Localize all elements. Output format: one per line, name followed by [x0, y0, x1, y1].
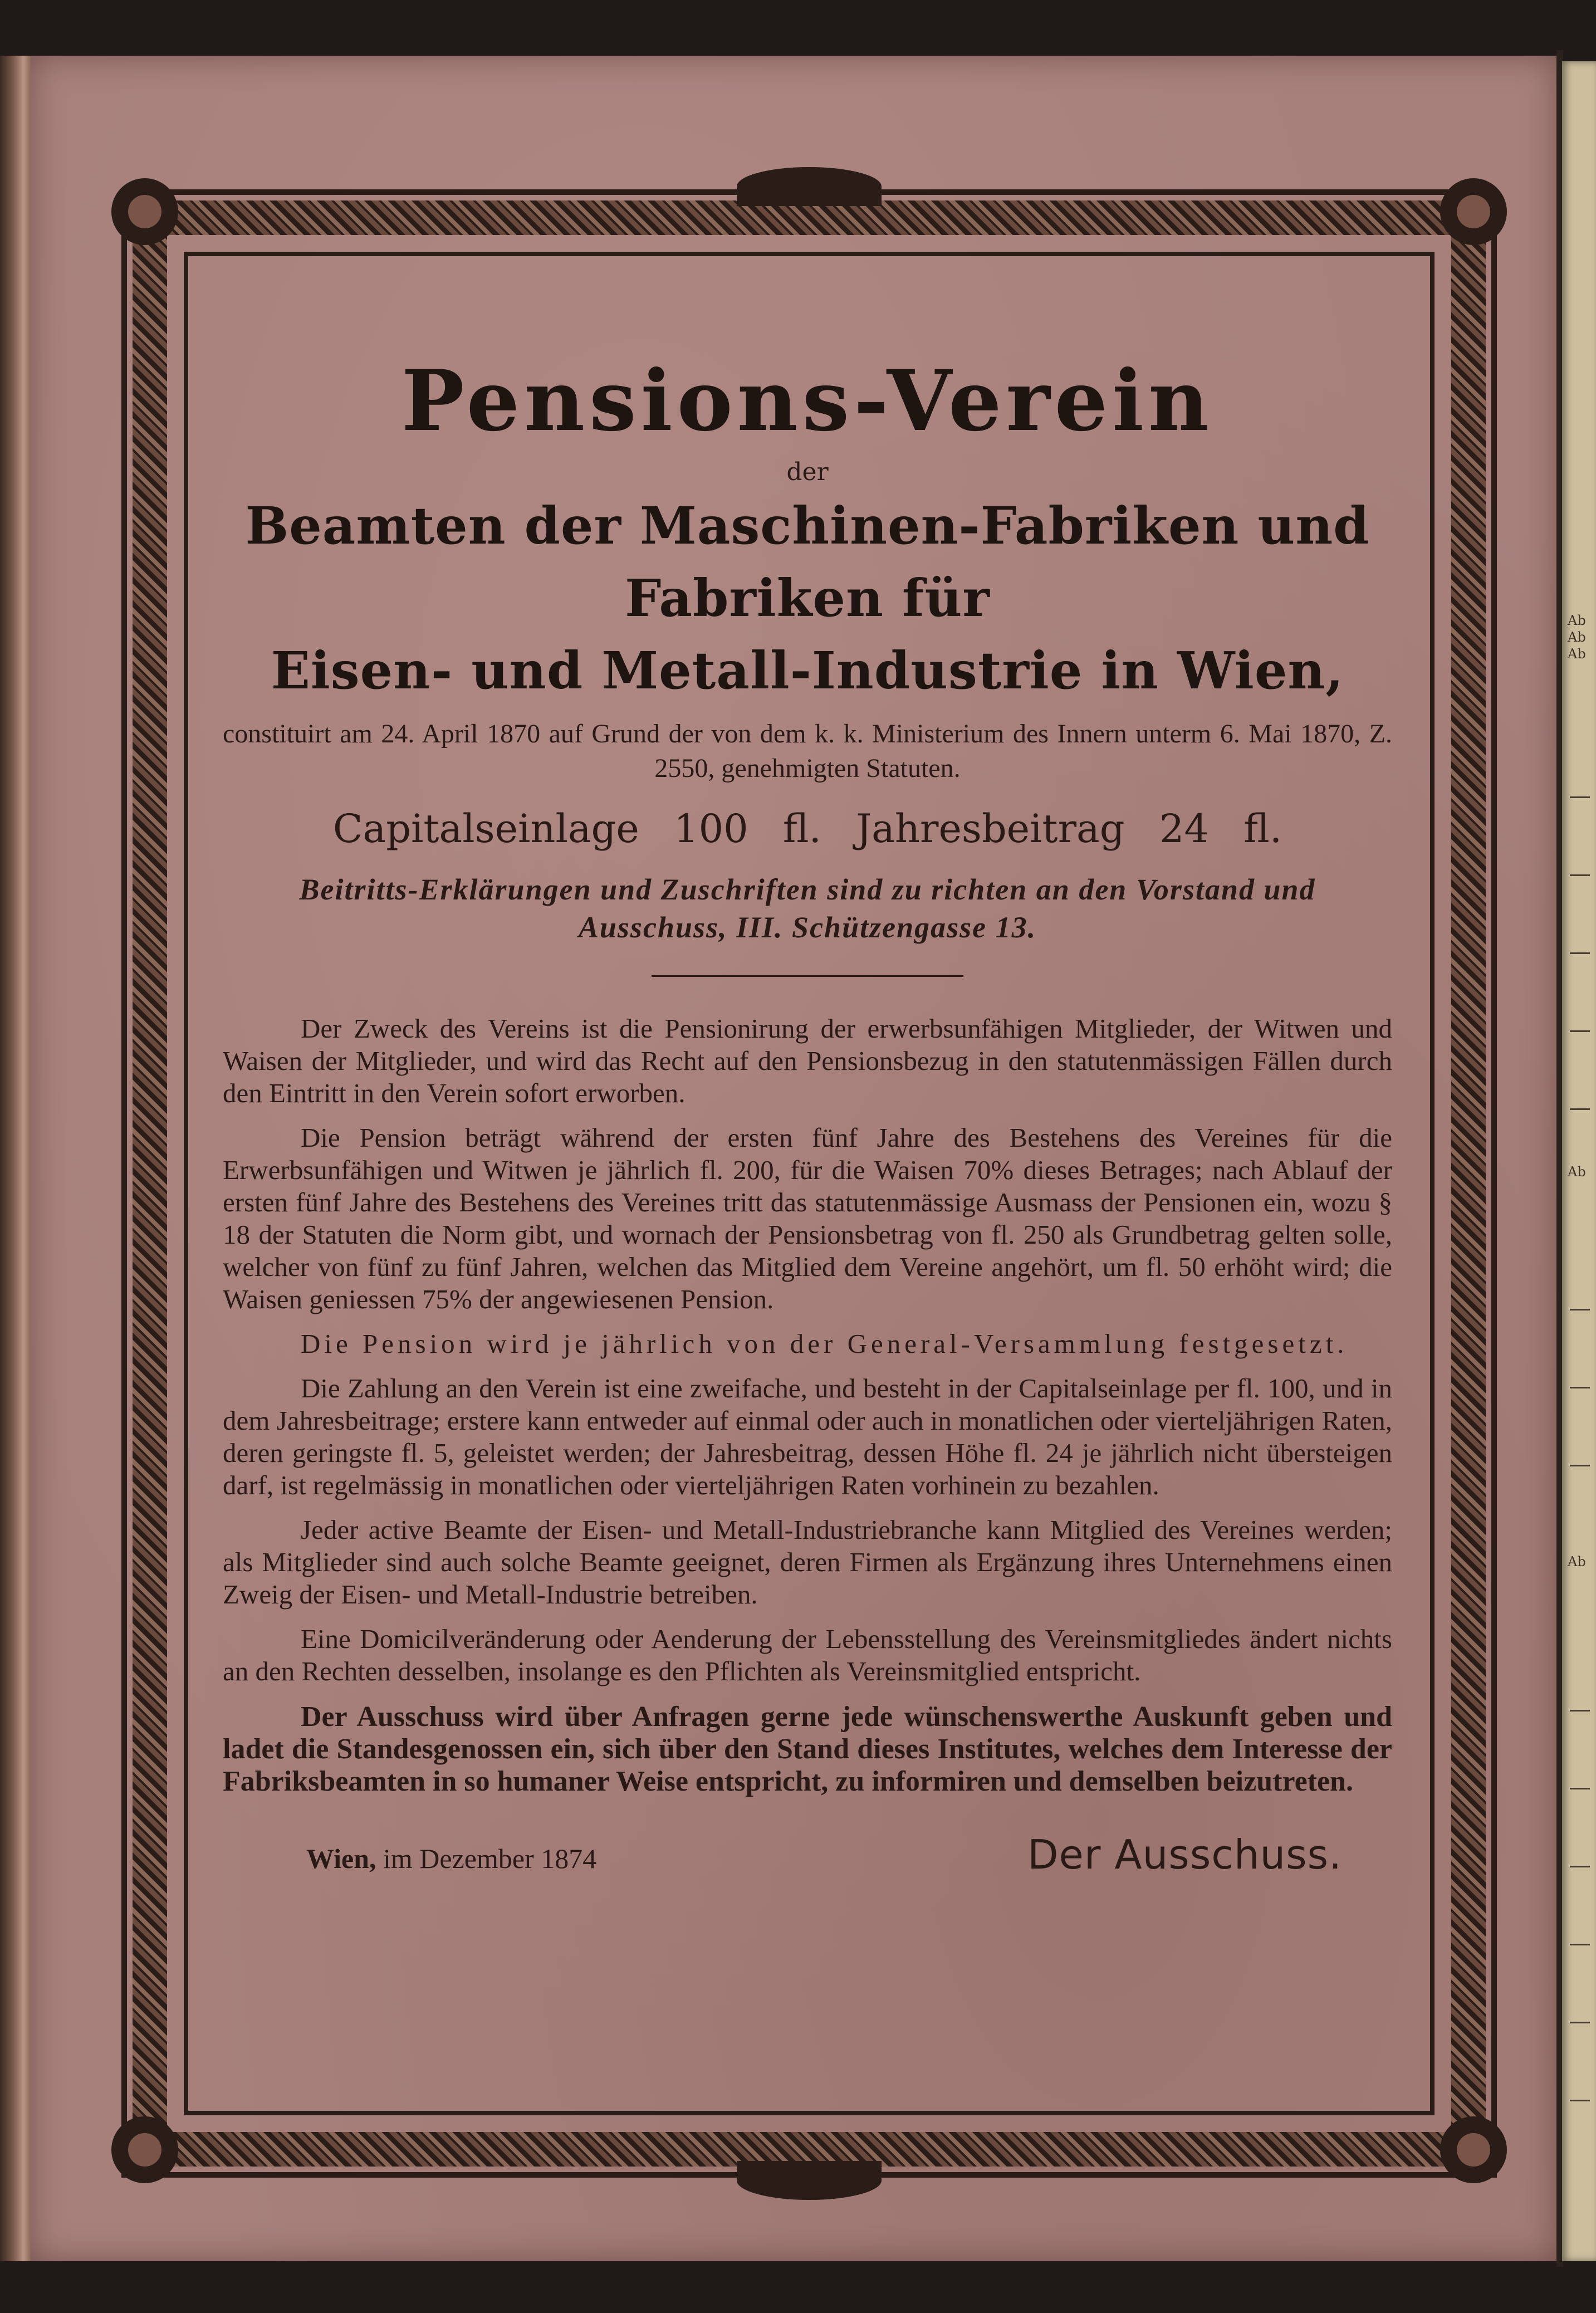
- previous-page-edge: [0, 56, 33, 2261]
- next-page-rule: [1570, 1108, 1590, 1110]
- paragraph-payment: Die Zahlung an den Verein ist eine zweifache, und besteht in der Capitalseinlage per fl. 100, und in dem Jahresbeitrage; erstere kann entweder auf einmal oder auch in monatlichen oder vierteljährigen Raten, deren geringste fl. 5, geleistet werden; der Jahresbeitrag, dessen Höhe fl. 24 je jährlich nicht übersteigen darf, ist regelmässig in monatlichen oder vierteljährigen Raten vorhinein zu bezahlen.: [223, 1373, 1392, 1500]
- notice-der: der: [786, 458, 829, 486]
- next-page-rule: [1570, 2100, 1590, 2101]
- signature: Der Ausschuss.: [1027, 1831, 1342, 1878]
- next-page-fragment: Ab: [1568, 629, 1586, 645]
- paragraph-purpose: Der Zweck des Vereins ist die Pensionirung der erwerbsunfähigen Mitglieder, der Witwen und Waisen der Mitglieder, und wird das Recht auf den Pensionsbezug in den statutenmässigen Fällen durch den Eintritt in den Verein sofort erworben.: [223, 1013, 1392, 1108]
- next-page-rule: [1570, 1465, 1590, 1466]
- next-page-rule: [1570, 952, 1590, 954]
- next-page-fragment: Ab: [1568, 1164, 1586, 1180]
- next-page-rule: [1570, 1387, 1590, 1388]
- paragraph-pension-fixed: Die Pension wird je jährlich von der General-Versammlung festgesetzt.: [301, 1328, 1348, 1359]
- next-page-rule: [1570, 2022, 1590, 2023]
- paragraph-domicile: Eine Domicilveränderung oder Aenderung der Lebensstellung des Vereinsmitgliedes ändert nichts an den Rechten desselben, insolange es den Pflichten als Vereinsmitglied entspricht.: [223, 1623, 1392, 1686]
- notice-content: [223, 312, 1392, 1893]
- place-and-date: [306, 1842, 596, 1875]
- next-page-rule: [1570, 1710, 1590, 1711]
- corner-ornament-top-left: [111, 178, 178, 245]
- date: im Dezember 1874: [383, 1843, 597, 1874]
- constitution-statement: constituirt am 24. April 1870 auf Grund der von dem k. k. Ministerium des Innern unterm 6. Mai 1870, Z. 2550, genehmigten Statuten.: [223, 719, 1392, 783]
- next-page-rule: [1570, 1944, 1590, 1945]
- notice-subtitle-line-2: Eisen- und Metall-Industrie in Wien,: [271, 640, 1344, 701]
- next-page-fragment: Ab: [1568, 646, 1586, 662]
- next-page-rule: [1570, 1866, 1590, 1867]
- next-page-edge: [1562, 61, 1596, 2261]
- contact-address: Beitritts-Erklärungen und Zuschriften sind zu richten an den Vorstand und Ausschuss, III. Schützengasse 13.: [299, 873, 1316, 944]
- next-page-rule: [1570, 1309, 1590, 1310]
- corner-ornament-bottom-left: [111, 2116, 178, 2183]
- next-page-fragment: Ab: [1568, 1554, 1586, 1569]
- next-page-rule: [1570, 874, 1590, 876]
- place: Wien,: [306, 1843, 376, 1874]
- next-page-rule: [1570, 1788, 1590, 1789]
- notice-title: Pensions-Verein: [401, 352, 1214, 450]
- capital-and-fee: Capitalseinlage 100 fl. Jahresbeitrag 24 fl.: [332, 806, 1282, 852]
- paragraph-invitation: Der Ausschuss wird über Anfragen gerne jede wünschenswerthe Auskunft geben und ladet die Standesgenossen ein, sich über den Stand dieses Institutes, welches dem Interesse der Fabriksbeamten in so humaner Weise entspricht, zu informiren und demselben beizutreten.: [223, 1701, 1392, 1797]
- top-frame-ornament: [737, 167, 882, 206]
- paragraph-pension-amount: Die Pension beträgt während der ersten fünf Jahre des Bestehens des Vereines für die Erwerbsunfähigen und Witwen je jährlich fl. 200, für die Waisen 70% dieses Betrages; nach Ablauf der ersten fünf Jahre des Bestehens des Vereines tritt das statutenmässige Ausmass der Pensionen ein, wozu § 18 der Statuten die Norm gibt, und wornach der Pensionsbetrag von fl. 250 als Grundbetrag gelten solle, welcher von fünf zu fünf Jahren, welchen das Mitglied dem Vereine angehört, um fl. 50 erhöht wird; die Waisen geniessen 75% der angewiesenen Pension.: [223, 1122, 1392, 1314]
- corner-ornament-bottom-right: [1440, 2116, 1507, 2183]
- divider-rule: [652, 975, 963, 977]
- paragraph-membership: Jeder active Beamte der Eisen- und Metall-Industriebranche kann Mitglied des Vereines werden; als Mitglieder sind auch solche Beamte geeignet, deren Firmen als Ergänzung ihres Unternehmens einen Zweig der Eisen- und Metall-Industrie betreiben.: [223, 1514, 1392, 1610]
- next-page-fragment: Ab: [1568, 613, 1586, 628]
- notice-subtitle-line-1: Beamten der Maschinen-Fabriken und Fabriken für: [245, 496, 1370, 628]
- corner-ornament-top-right: [1440, 178, 1507, 245]
- next-page-rule: [1570, 796, 1590, 798]
- bottom-frame-ornament: [737, 2161, 882, 2200]
- next-page-rule: [1570, 1030, 1590, 1032]
- signoff: [223, 1831, 1392, 1893]
